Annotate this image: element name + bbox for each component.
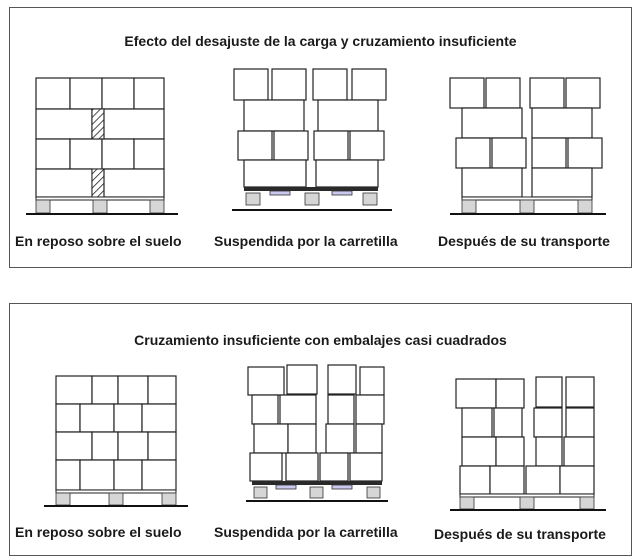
panel-title: Cruzamiento insuficiente con embalajes casi cuadrados [134, 332, 507, 348]
stack-after-transport [450, 78, 606, 214]
panel-square-packages [9, 303, 632, 556]
panel-load-misalignment [9, 7, 632, 268]
panel-title: Efecto del desajuste de la carga y cruzamiento insuficiente [124, 33, 517, 49]
caption-after-transport: Después de su transporte [438, 233, 610, 249]
stack-at-rest [44, 376, 188, 506]
stack-at-rest [26, 78, 178, 214]
caption-at-rest: En reposo sobre el suelo [15, 524, 182, 540]
stack-lifted [246, 365, 388, 501]
caption-after-transport: Después de su transporte [434, 526, 606, 542]
stack-after-transport [450, 377, 606, 510]
stack-lifted [232, 69, 392, 210]
caption-lifted: Suspendida por la carretilla [214, 233, 398, 249]
caption-lifted: Suspendida por la carretilla [214, 524, 398, 540]
caption-at-rest: En reposo sobre el suelo [15, 233, 182, 249]
